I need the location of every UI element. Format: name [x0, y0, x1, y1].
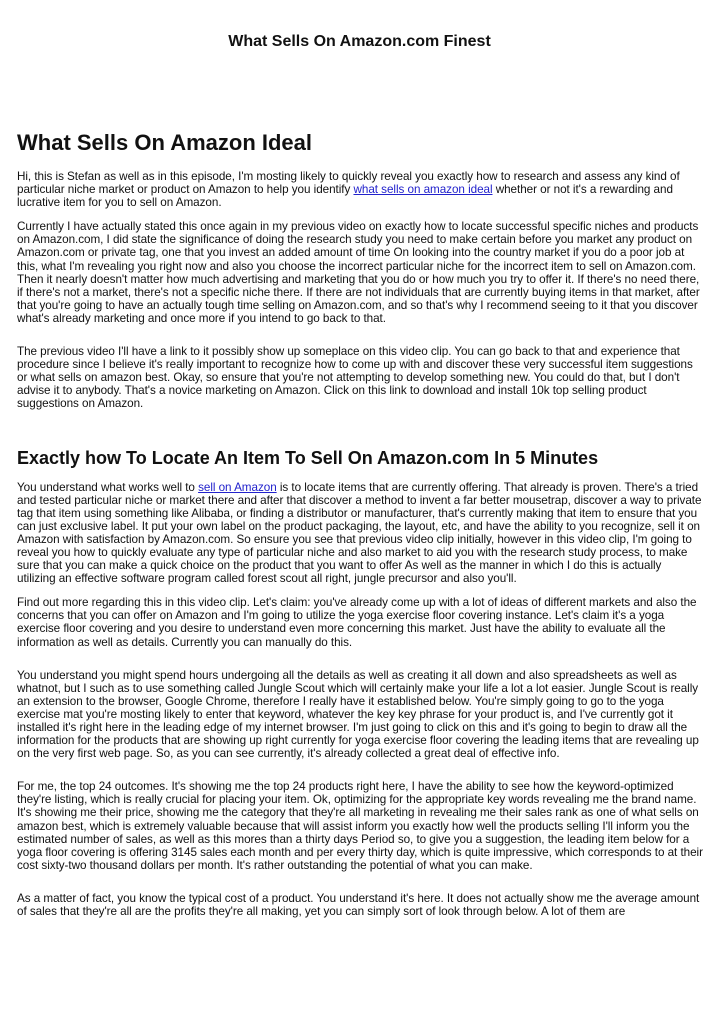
paragraph-text: is to locate items that are currently offering. That already is proven. There's a tried and tested particular niche or market there and after that discover a method to invent a far better mousetrap, discover a way to private tag that item using something like Alibaba, or finding a distributor or manufacturer, that's currently making that item to ensure that you can just exclusive label. It put your own label on the product packaging, the layout, etc, and have the ability to you recognize, sell it on Amazon with satisfaction by Amazon.com. So ensure you see that previous video clip initially, however in this video clip, I'm going to reveal you how to quickly evaluate any type of particular niche and also market to aid you with the research study process, to make sure that you can make a quick choice on the product that you want to offer As well as the manner in which I do this is actually utilizing an effective software program called forest scout all right, jungle precursor and also you'll.: [17, 480, 702, 586]
what-sells-link[interactable]: what sells on amazon ideal: [353, 183, 493, 197]
paragraph: Find out more regarding this in this video clip. Let's claim: you've already come up with a lot of ideas of different markets and also the concerns that you can offer on Amazon and I'm going to utilize the yoga exercise floor covering instance. Let's claim it's a yoga exercise floor covering and you desire to understand even more concerning this market. Just have the ability to evaluate all the information as well as details. Currently you can manually do this.: [17, 596, 697, 649]
section-heading: Exactly how To Locate An Item To Sell On Amazon.com In 5 Minutes: [17, 447, 599, 468]
article-body: [17, 130, 703, 929]
paragraph-text: whether or not it's a rewarding and lucrative item for you to sell on Amazon.: [17, 183, 673, 210]
paragraph: [17, 481, 703, 586]
paragraph: Currently I have actually stated this once again in my previous video on exactly how to locate successful specific niches and products on Amazon.com, I did state the significance of doing the research study you need to make certain before you market any product on Amazon.com or private tag, one that you invest an added amount of time On looking into the country market if you do a poor job at this, what I'm revealing you right now and also you choose the incorrect particular niche for the incorrect item to sell on Amazon.com. Then it nearly doesn't matter how much advertising and marketing that you do or how much you try to offer it. If there's no need there, if there's not a market, there's not a specific niche there. If there are not individuals that are currently buying items in that market, after that you're going to have an actually tough time selling on Amazon.com, and so that's why I recommend seeing to it that you discover what's already marketing and once more if you intend to go back to that.: [17, 220, 700, 325]
paragraph-text: Hi, this is Stefan as well as in this episode, I'm mosting likely to quickly reveal you exactly how to research and assess any kind of particular niche market or product on Amazon to help you identify: [17, 170, 680, 197]
page-header-title: What Sells On Amazon.com Finest: [228, 33, 491, 50]
paragraph: For me, the top 24 outcomes. It's showing me the top 24 products right here, I have the ability to see how the keyword-optimized they're listing, which is really crucial for placing your item. Ok, optimizing for the appropriate key words revealing me the brand name. It's showing me their price, showing me the category that they're all marketing in revealing me their sales rank as one of what sells on amazon best, which is extremely valuable because that will assist inform you exactly how well the products selling I'll inform you the estimated number of sales, as well as this mores than a thirty days Period so, to give you a suggestion, the leading item below for a yoga floor covering is offering 3145 sales each month and per every thirty day, which is quite impressive, which corresponds to at their cost sixty-two thousand dollars per month. It's rather outstanding the potential of what you can make.: [17, 780, 703, 872]
paragraph: As a matter of fact, you know the typical cost of a product. You understand it's here. It does not actually show me the average amount of sales that they're all are the profits they're all making, yet you can simply sort of look through below. A lot of them are: [17, 891, 700, 919]
paragraph-text: You understand what works well to: [17, 480, 199, 494]
article-heading: What Sells On Amazon Ideal: [17, 130, 313, 155]
paragraph-intro: [17, 170, 703, 209]
sell-on-amazon-link[interactable]: sell on Amazon: [198, 480, 277, 494]
paragraph: The previous video I'll have a link to it possibly show up someplace on this video clip. You can go back to that and experience that procedure since I believe it's really important to recognize how to come up with and discover these very successful item suggestions or what sells on amazon best. Okay, so ensure that you're not attempting to develop something new. You could do that, but I don't advise it to anybody. That's a novice marketing on Amazon. Click on this link to download and install 10k top selling product suggestions on Amazon.: [17, 345, 693, 411]
paragraph: You understand you might spend hours undergoing all the details as well as creating it all down and also spreadsheets as well as whatnot, but I such as to use something called Jungle Scout which will certainly make your life a lot a lot easier. Jungle Scout is really an extension to the browser, Google Chrome, therefore I really have it established below. You're simply going to go to the yoga exercise mat you're mosting likely to enter that keyword, whatever the key key phrase for your product is, and I've currently got it installed it's right here in the leading edge of my internet browser. I'm just going to click on this and it's going to begin to draw all the information for the products that are showing up right currently for yoga exercise floor covering the leading items that are revealing up on the very first web page. So, as you can see currently, it's already collected a great deal of effective info.: [17, 668, 699, 761]
